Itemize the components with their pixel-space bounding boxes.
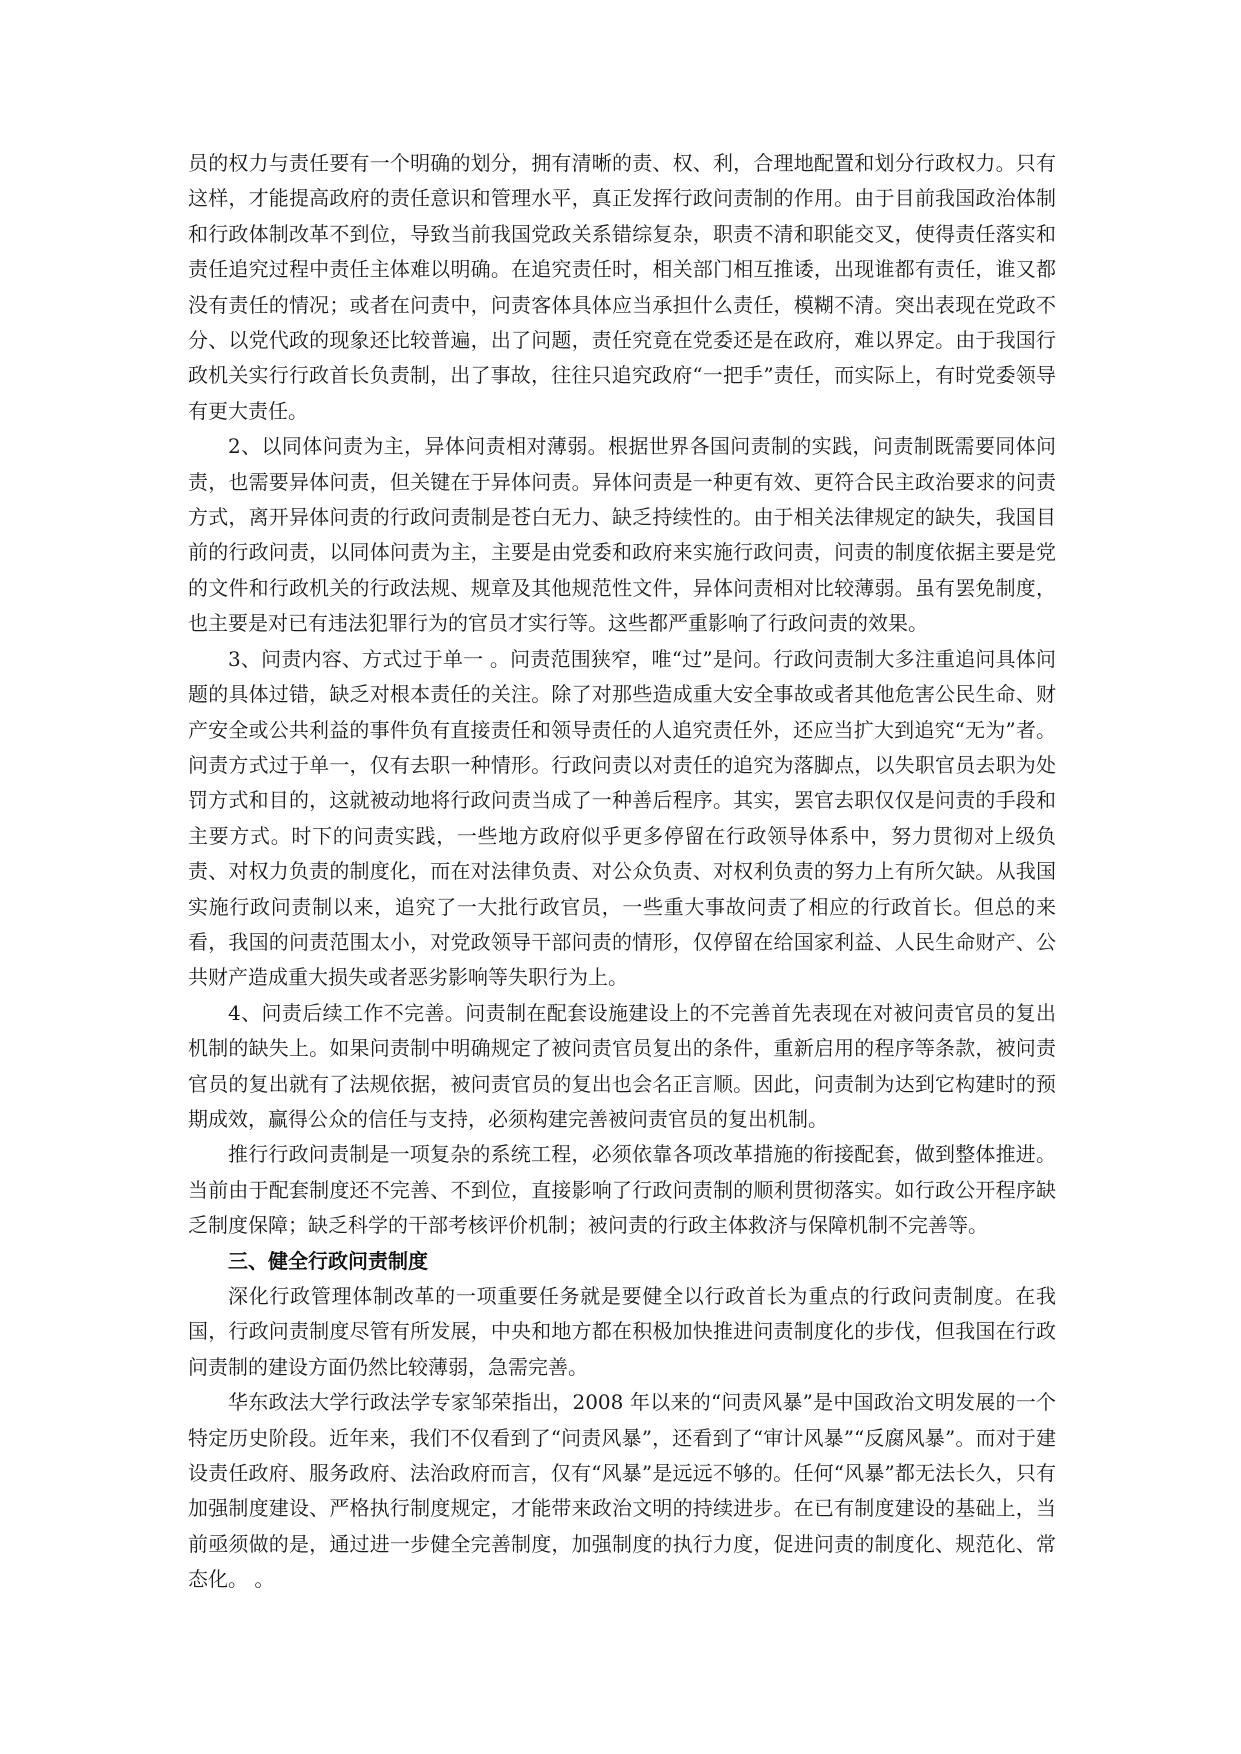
paragraph-point-2: 2、以同体问责为主，异体问责相对薄弱。根据世界各国问责制的实践，问责制既需要同体问责，也需要异体问责，但关键在于异体问责。异体问责是一种更有效、更符合民主政治要求的问责方式，离开异体问责的行政问责制是苍白无力、缺乏持续性的。由于相关法律规定的缺失，我国目前的行政问责，以同体问责为主，主要是由党委和政府来实施行政问责，问责的制度依据主要是党的文件和行政机关的行政法规、规章及其他规范性文件，异体问责相对比较薄弱。虽有罢免制度，也主要是对已有违法犯罪行为的官员才实行等。这些都严重影响了行政问责的效果。 (188, 434, 1056, 636)
paragraph-section-intro: 深化行政管理体制改革的一项重要任务就是要健全以行政首长为重点的行政问责制度。在我国，行政问责制度尽管有所发展，中央和地方都在积极加快推进问责制度化的步伐，但我国在行政问责制的建设方面仍然比较薄弱，急需完善。 (188, 1284, 1056, 1379)
section-heading: 三、健全行政问责制度 (228, 1248, 428, 1273)
paragraph-continuation: 员的权力与责任要有一个明确的划分，拥有清晰的责、权、利，合理地配置和划分行政权力。只有这样，才能提高政府的责任意识和管理水平，真正发挥行政问责制的作用。由于目前我国政治体制和行政体制改革不到位，导致当前我国党政关系错综复杂，职责不清和职能交叉，使得责任落实和责任追究过程中责任主体难以明确。在追究责任时，相关部门相互推诿，出现谁都有责任，谁又都没有责任的情况；或者在问责中，问责客体具体应当承担什么责任，模糊不清。突出表现在党政不分、以党代政的现象还比较普遍，出了问题，责任究竟在党委还是在政府，难以界定。由于我国行政机关实行行政首长负责制，出了事故，往往只追究政府“一把手”责任，而实际上，有时党委领导有更大责任。 (188, 151, 1056, 423)
paragraph-expert-quote: 华东政法大学行政法学专家邹荣指出，2008 年以来的“问责风暴”是中国政治文明发展的一个特定历史阶段。近年来，我们不仅看到了“问责风暴”，还看到了“审计风暴”“反腐风暴”。而对于建设责任政府、服务政府、法治政府而言，仅有“风暴”是远远不够的。任何“风暴”都无法长久，只有加强制度建设、严格执行制度规定，才能带来政治文明的持续进步。在已有制度建设的基础上，当前亟须做的是，通过进一步健全完善制度，加强制度的执行力度，促进问责的制度化、规范化、常态化。 。 (188, 1390, 1056, 1592)
paragraph-point-3: 3、问责内容、方式过于单一 。问责范围狭窄，唯“过”是问。行政问责制大多注重追问具体问题的具体过错，缺乏对根本责任的关注。除了对那些造成重大安全事故或者其他危害公民生命、财产安全或公共利益的事件负有直接责任和领导责任的人追究责任外，还应当扩大到追究“无为”者。问责方式过于单一，仅有去职一种情形。行政问责以对责任的追究为落脚点，以失职官员去职为处罚方式和目的，这就被动地将行政问责当成了一种善后程序。其实，罢官去职仅仅是问责的手段和主要方式。时下的问责实践，一些地方政府似乎更多停留在行政领导体系中，努力贯彻对上级负责、对权力负责的制度化，而在对法律负责、对公众负责、对权利负责的努力上有所欠缺。从我国实施行政问责制以来，追究了一大批行政官员，一些重大事故问责了相应的行政首长。但总的来看，我国的问责范围太小，对党政领导干部问责的情形，仅停留在给国家利益、人民生命财产、公共财产造成重大损失或者恶劣影响等失职行为上。 (188, 646, 1056, 990)
paragraph-point-4: 4、问责后续工作不完善。问责制在配套设施建设上的不完善首先表现在对被问责官员的复出机制的缺失上。如果问责制中明确规定了被问责官员复出的条件，重新启用的程序等条款，被问责官员的复出就有了法规依据，被问责官员的复出也会名正言顺。因此，问责制为达到它构建时的预期成效，赢得公众的信任与支持，必须构建完善被问责官员的复出机制。 (188, 1000, 1056, 1131)
document-page (188, 146, 1056, 1598)
paragraph-summary: 推行行政问责制是一项复杂的系统工程，必须依靠各项改革措施的衔接配套，做到整体推进。当前由于配套制度还不完善、不到位，直接影响了行政问责制的顺利贯彻落实。如行政公开程序缺乏制度保障；缺乏科学的干部考核评价机制；被问责的行政主体救济与保障机制不完善等。 (188, 1142, 1056, 1238)
